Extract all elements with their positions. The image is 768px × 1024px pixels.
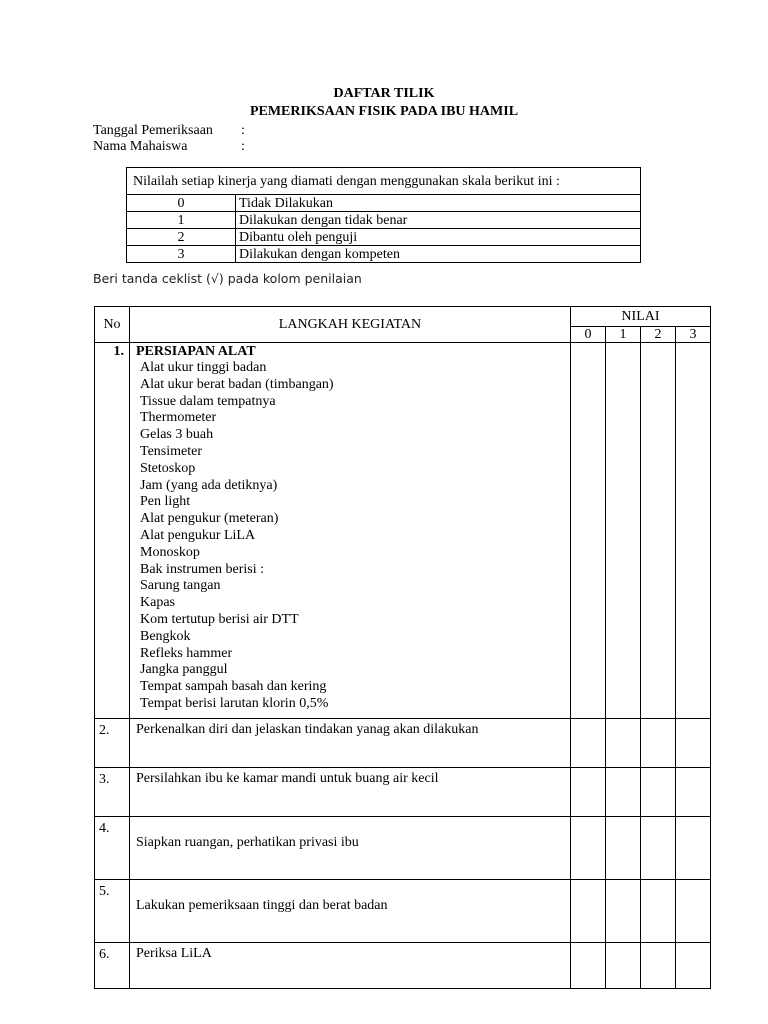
score-cell[interactable] xyxy=(605,343,640,719)
score-cell[interactable] xyxy=(675,880,710,943)
score-cell[interactable] xyxy=(675,719,710,768)
score-cell[interactable] xyxy=(570,817,605,880)
step-cell xyxy=(130,343,571,719)
scale-value: 1 xyxy=(127,212,236,229)
score-cell[interactable] xyxy=(605,880,640,943)
scale-label: Tidak Dilakukan xyxy=(236,195,641,212)
student-name-separator: : xyxy=(241,139,245,154)
column-header-score: NILAI xyxy=(570,307,710,327)
list-item: Jam (yang ada detiknya) xyxy=(140,477,278,493)
row-number: 6. xyxy=(95,943,130,989)
score-cell[interactable] xyxy=(605,817,640,880)
score-cell[interactable] xyxy=(640,343,675,719)
table-row xyxy=(95,943,711,989)
step-text: Siapkan ruangan, perhatikan privasi ibu xyxy=(130,817,571,880)
row-number: 5. xyxy=(95,880,130,943)
list-item: Kom tertutup berisi air DTT xyxy=(140,611,299,627)
list-item: Refleks hammer xyxy=(140,645,233,661)
score-header-3: 3 xyxy=(675,327,710,343)
row-number: 4. xyxy=(95,817,130,880)
exam-date-separator: : xyxy=(241,123,245,138)
score-header-1: 1 xyxy=(605,327,640,343)
score-cell[interactable] xyxy=(675,817,710,880)
scale-row xyxy=(127,246,641,263)
score-cell[interactable] xyxy=(640,880,675,943)
list-item: Tensimeter xyxy=(140,443,202,459)
table-row xyxy=(95,343,711,719)
checklist-table xyxy=(94,306,711,989)
score-cell[interactable] xyxy=(570,719,605,768)
scale-row xyxy=(127,229,641,246)
list-item: Stetoskop xyxy=(140,460,196,476)
step-text: Periksa LiLA xyxy=(130,943,571,989)
scale-value: 3 xyxy=(127,246,236,263)
table-row xyxy=(95,768,711,817)
score-header-2: 2 xyxy=(640,327,675,343)
score-cell[interactable] xyxy=(640,817,675,880)
list-item: Sarung tangan xyxy=(140,578,221,594)
list-item: Tempat berisi larutan klorin 0,5% xyxy=(140,695,329,711)
list-item: Thermometer xyxy=(140,410,217,426)
document-title: DAFTAR TILIK xyxy=(333,86,435,101)
row-number: 3. xyxy=(95,768,130,817)
score-cell[interactable] xyxy=(570,880,605,943)
row-number: 2. xyxy=(95,719,130,768)
step-text: Lakukan pemeriksaan tinggi dan berat badan xyxy=(130,880,571,943)
score-cell[interactable] xyxy=(640,768,675,817)
list-item: Alat ukur berat badan (timbangan) xyxy=(140,376,334,392)
score-cell[interactable] xyxy=(640,719,675,768)
table-row xyxy=(95,719,711,768)
scale-label: Dilakukan dengan kompeten xyxy=(236,246,641,263)
exam-date-line xyxy=(93,123,245,139)
list-item: Pen light xyxy=(140,494,191,510)
score-cell[interactable] xyxy=(570,343,605,719)
step-text: Persilahkan ibu ke kamar mandi untuk buang air kecil xyxy=(130,768,571,817)
score-cell[interactable] xyxy=(605,943,640,989)
list-item: Kapas xyxy=(140,595,175,611)
scale-label: Dibantu oleh penguji xyxy=(236,229,641,246)
score-cell[interactable] xyxy=(570,943,605,989)
column-header-step: LANGKAH KEGIATAN xyxy=(130,307,571,343)
step-text: Perkenalkan diri dan jelaskan tindakan yanag akan dilakukan xyxy=(130,719,571,768)
score-cell[interactable] xyxy=(605,719,640,768)
score-cell[interactable] xyxy=(640,943,675,989)
document-subtitle: PEMERIKSAAN FISIK PADA IBU HAMIL xyxy=(249,104,519,119)
list-item: Monoskop xyxy=(140,544,200,560)
checklist-instruction: Beri tanda ceklist (√) pada kolom penilaian xyxy=(93,271,362,286)
score-header-0: 0 xyxy=(570,327,605,343)
score-cell[interactable] xyxy=(570,768,605,817)
student-name-label: Nama Mahaiswa xyxy=(93,139,188,154)
list-item: Tempat sampah basah dan kering xyxy=(140,679,327,695)
rating-scale-table xyxy=(126,167,641,263)
scale-value: 2 xyxy=(127,229,236,246)
row-number: 1. xyxy=(95,343,130,719)
scale-value: 0 xyxy=(127,195,236,212)
list-item: Gelas 3 buah xyxy=(140,427,214,443)
student-name-line xyxy=(93,139,245,155)
list-item: Tissue dalam tempatnya xyxy=(140,393,276,409)
scale-label: Dilakukan dengan tidak benar xyxy=(236,212,641,229)
step-title: PERSIAPAN ALAT xyxy=(136,344,256,359)
table-row xyxy=(95,817,711,880)
scale-instruction: Nilailah setiap kinerja yang diamati dengan menggunakan skala berikut ini : xyxy=(127,168,641,195)
score-cell[interactable] xyxy=(675,768,710,817)
list-item: Alat pengukur LiLA xyxy=(140,527,256,543)
list-item: Alat pengukur (meteran) xyxy=(140,511,279,527)
table-row xyxy=(95,880,711,943)
list-item: Bengkok xyxy=(140,628,191,644)
column-header-no: No xyxy=(95,307,130,343)
score-cell[interactable] xyxy=(605,768,640,817)
score-cell[interactable] xyxy=(675,943,710,989)
list-item: Bak instrumen berisi : xyxy=(140,561,265,577)
exam-date-label: Tanggal Pemeriksaan xyxy=(93,123,213,138)
scale-row xyxy=(127,195,641,212)
score-cell[interactable] xyxy=(675,343,710,719)
list-item: Jangka panggul xyxy=(140,662,228,678)
scale-row xyxy=(127,212,641,229)
list-item: Alat ukur tinggi badan xyxy=(140,360,267,375)
